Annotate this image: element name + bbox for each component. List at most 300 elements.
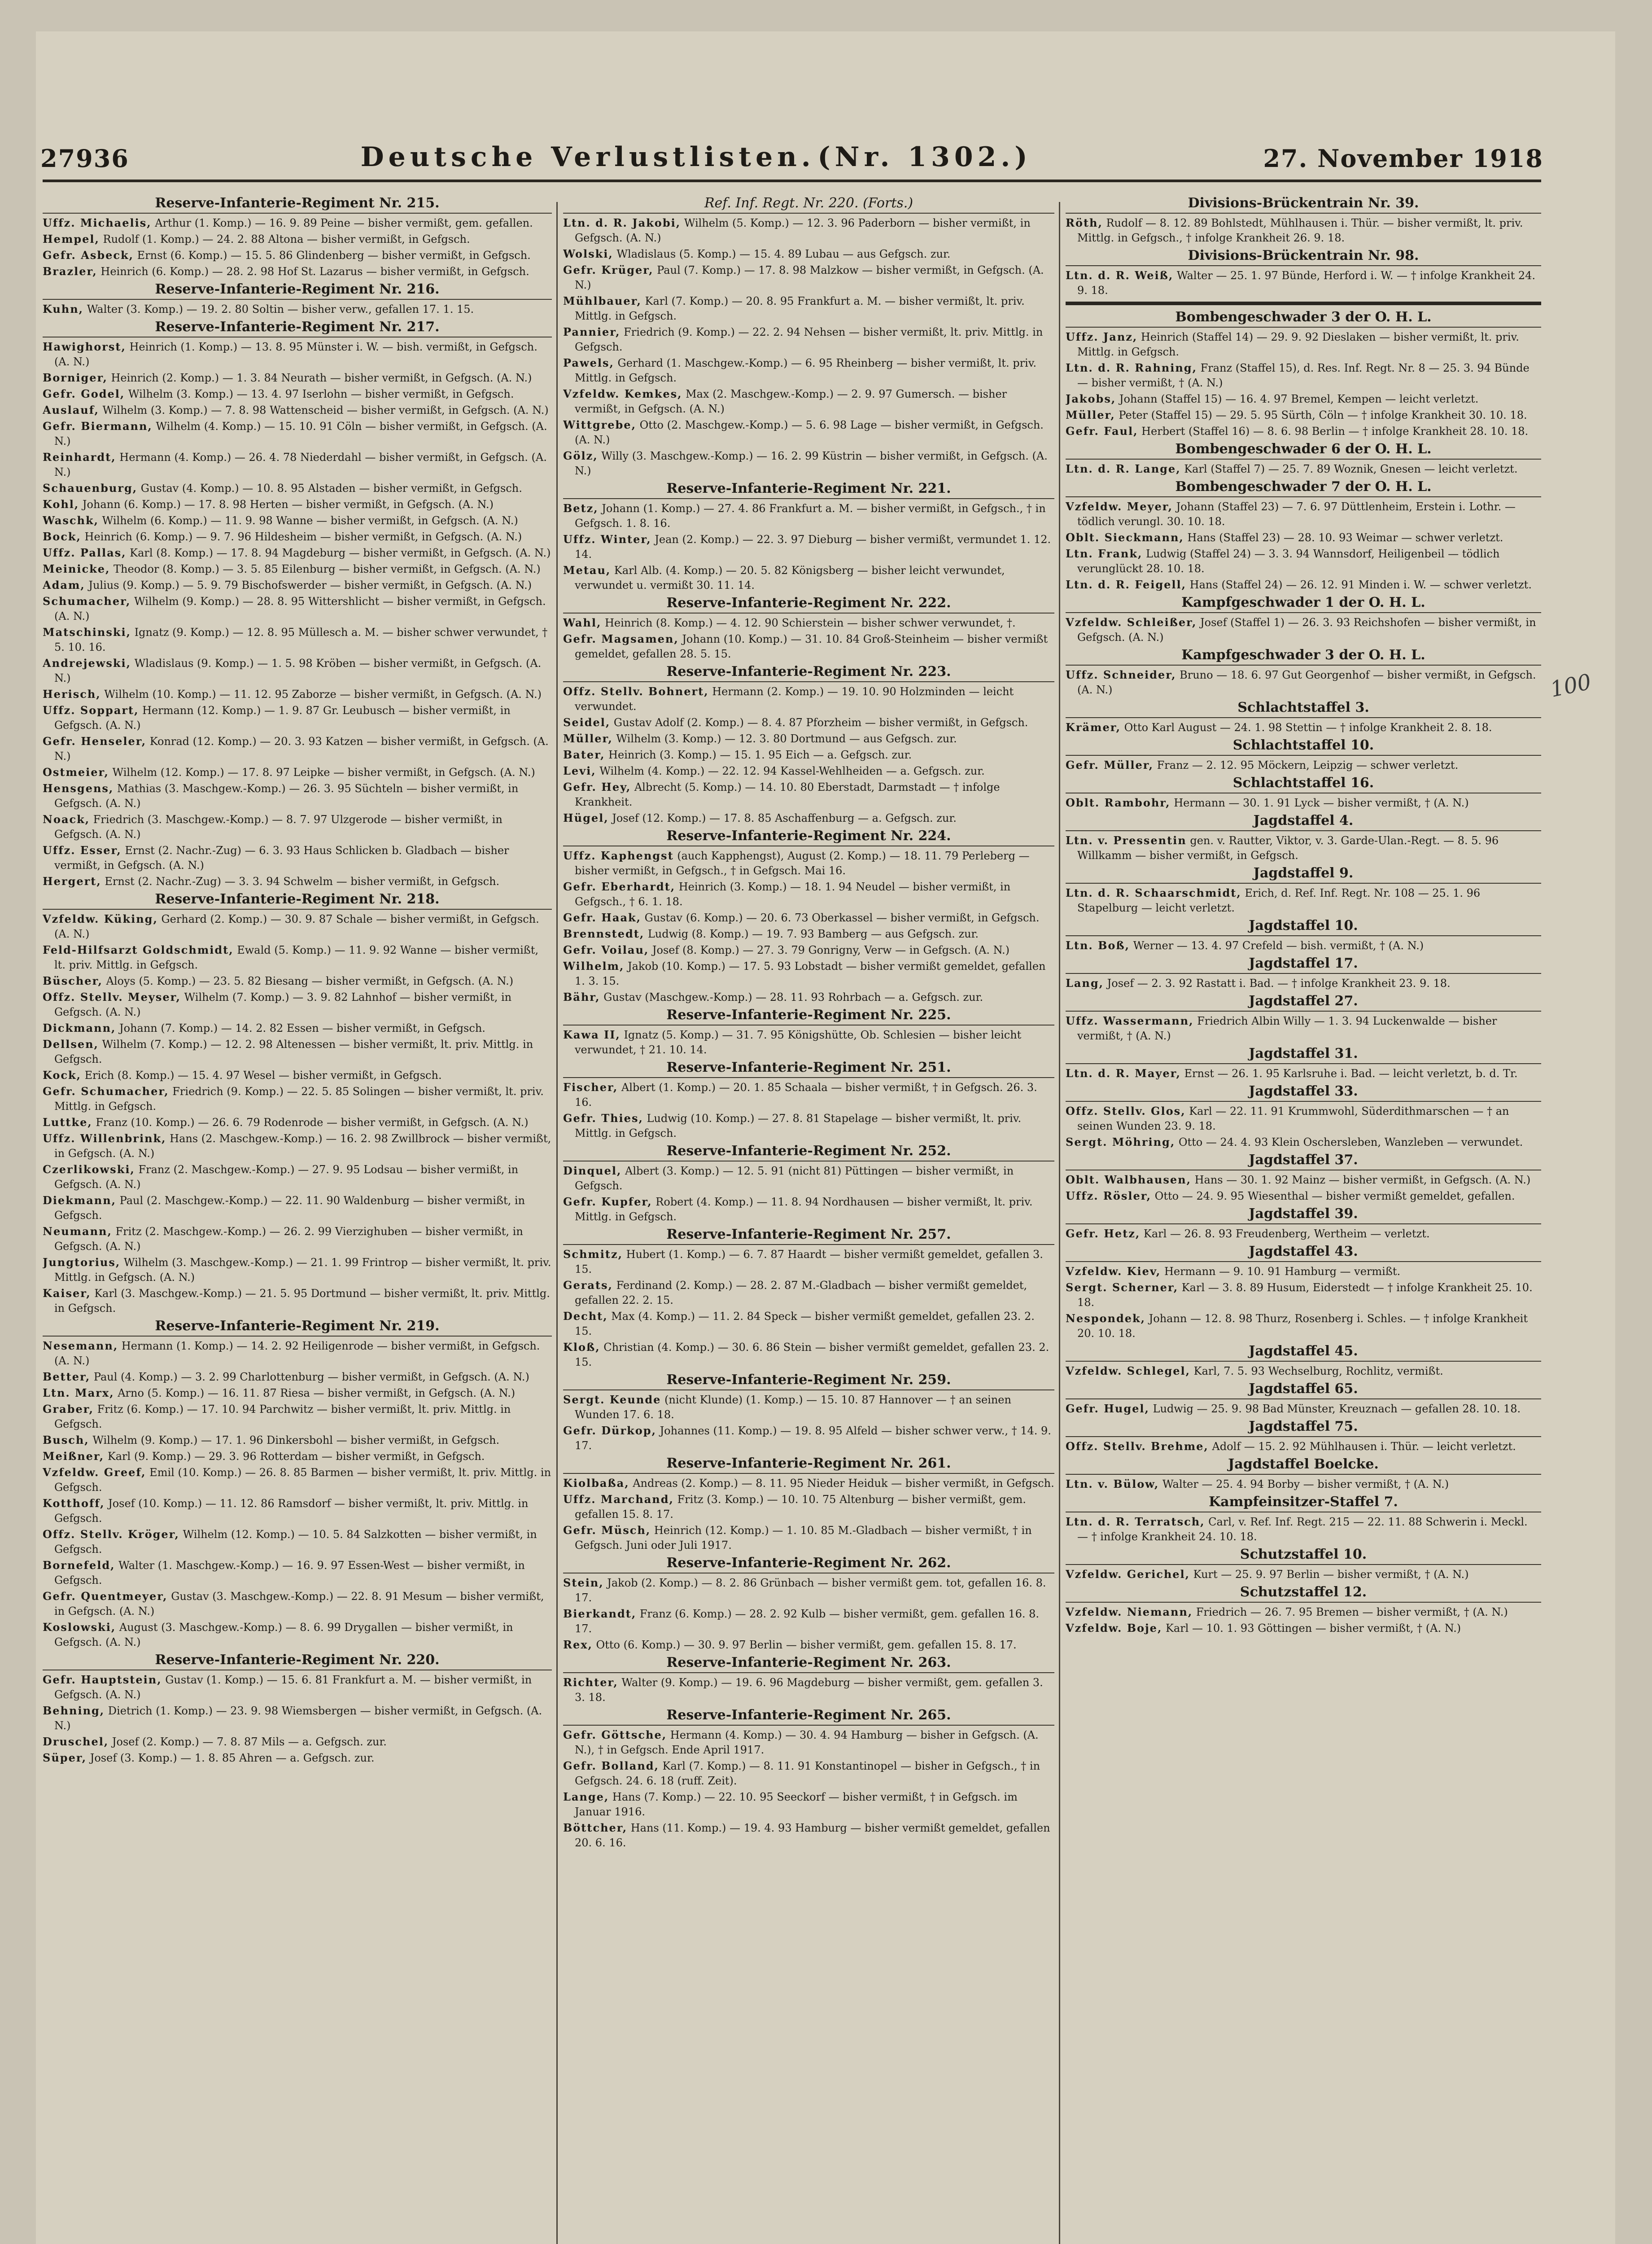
entry-text: Franz (Staffel 15), d. Res. Inf. Regt. Nr. 8 — 25. 3. 94 Bünde — bisher vermißt, † (A. N.) [1077, 362, 1530, 389]
entry-name: Diekmann, [43, 1194, 117, 1207]
unit-heading: Jagdstaffel 9. [1066, 865, 1541, 884]
entry-text: Heinrich (6. Komp.) — 9. 7. 96 Hildesheim — bisher vermißt, in Gefgsch. (A. N.) [84, 530, 522, 543]
entry-text: Jakob (10. Komp.) — 17. 5. 93 Lobstadt — bisher vermißt gemeldet, gefallen 1. 3. 15. [575, 960, 1046, 987]
entry-text: Friedrich (9. Komp.) — 22. 2. 94 Nehsen — bisher vermißt, lt. priv. Mittlg. in Gefgsch. [575, 326, 1043, 353]
casualty-entry [563, 263, 1054, 293]
casualty-entry [43, 1286, 552, 1316]
entry-name: Nespondek, [1066, 1312, 1145, 1325]
entry-text: Karl Alb. (4. Komp.) — 20. 5. 82 Königsberg — bisher leicht verwundet, verwundet u. vermißt 30. 11. 14. [575, 564, 1005, 592]
entry-text: Wilhelm (6. Komp.) — 11. 9. 98 Wanne — bisher vermißt, in Gefgsch. (A. N.) [102, 514, 518, 527]
entry-name: Dinquel, [563, 1164, 622, 1177]
casualty-entry [563, 1027, 1054, 1057]
entry-name: Uffz. Winter, [563, 533, 651, 546]
entry-name: Gefr. Krüger, [563, 263, 654, 276]
entry-text: Fritz (2. Maschgew.-Komp.) — 26. 2. 99 Vierzighuben — bisher vermißt, in Gefgsch. (A. N.) [54, 1225, 523, 1253]
casualty-entry [563, 780, 1054, 810]
entry-name: Müller, [1066, 408, 1115, 421]
casualty-entry [563, 417, 1054, 447]
casualty-entry [43, 1433, 552, 1448]
thick-rule [1066, 302, 1541, 305]
entry-name: Stein, [563, 1576, 604, 1589]
entry-name: Ltn. Marx, [43, 1386, 114, 1399]
entry-name: Vzfeldw. Boje, [1066, 1622, 1163, 1635]
casualty-entry [563, 1309, 1054, 1339]
entry-name: Gefr. Müller, [1066, 758, 1154, 771]
entry-text: Hermann (1. Komp.) — 14. 2. 92 Heiligenrode — bisher vermißt, in Gefgsch. (A. N.) [54, 1340, 540, 1367]
casualty-entry [563, 294, 1054, 324]
entry-text: Rudolf (1. Komp.) — 24. 2. 88 Altona — bisher vermißt, in Gefgsch. [103, 233, 470, 245]
entry-text: Karl (7. Komp.) — 20. 8. 95 Frankfurt a. M. — bisher vermißt, lt. priv. Mittlg. in Gefgsch. [575, 295, 1025, 322]
column-divider [556, 202, 558, 2244]
casualty-entry [1066, 1172, 1541, 1188]
entry-name: Kaiser, [43, 1287, 91, 1300]
entry-text: Arthur (1. Komp.) — 16. 9. 89 Peine — bisher vermißt, gem. gefallen. [155, 217, 533, 229]
casualty-entry [43, 874, 552, 889]
entry-name: Kohl, [43, 498, 79, 511]
unit-heading: Reserve-Infanterie-Regiment Nr. 218. [43, 891, 552, 910]
entry-name: Kawa II, [563, 1028, 621, 1041]
entry-name: Schmitz, [563, 1248, 623, 1261]
entry-name: Bater, [563, 748, 605, 761]
entry-text: Ferdinand (2. Komp.) — 28. 2. 87 M.-Gladbach — bisher vermißt gemeldet, gefallen 22. 2. 15. [575, 1279, 1027, 1306]
entry-text: Andreas (2. Komp.) — 8. 11. 95 Nieder Heiduk — bisher vermißt, in Gefgsch. [633, 1477, 1054, 1490]
casualty-entry [43, 1620, 552, 1650]
unit-heading: Reserve-Infanterie-Regiment Nr. 222. [563, 595, 1054, 614]
unit-heading: Bombengeschwader 6 der O. H. L. [1066, 441, 1541, 460]
casualty-entry [43, 1527, 552, 1557]
entry-text: Albrecht (5. Komp.) — 14. 10. 80 Eberstadt, Darmstadt — † infolge Krankheit. [575, 781, 1000, 808]
entry-name: Wahl, [563, 616, 602, 629]
casualty-entry [43, 656, 552, 686]
entry-name: Borniger, [43, 371, 108, 384]
column-2 [563, 193, 1054, 2244]
entry-name: Vzfeldw. Kiev, [1066, 1265, 1161, 1278]
entry-name: Lange, [563, 1790, 609, 1803]
entry-name: Ltn. d. R. Schaarschmidt, [1066, 886, 1241, 899]
casualty-entry [43, 1369, 552, 1385]
entry-name: Kuhn, [43, 302, 84, 316]
casualty-entry [563, 1727, 1054, 1758]
entry-name: Sergt. Scherner, [1066, 1281, 1179, 1294]
entry-text: Franz (6. Komp.) — 28. 2. 92 Kulb — bisher vermißt, gem. gefallen 16. 8. 17. [575, 1608, 1040, 1635]
entry-text: Otto — 24. 4. 93 Klein Oschersleben, Wanzleben — verwundet. [1178, 1136, 1523, 1148]
unit-heading: Reserve-Infanterie-Regiment Nr. 265. [563, 1707, 1054, 1726]
entry-text: Albert (1. Komp.) — 20. 1. 85 Schaala — bisher vermißt, † in Gefgsch. 26. 3. 16. [575, 1081, 1037, 1109]
casualty-entry [1066, 215, 1541, 245]
entry-name: Kotthoff, [43, 1497, 105, 1510]
casualty-entry [1066, 885, 1541, 916]
entry-name: Ltn. d. R. Terratsch, [1066, 1515, 1205, 1528]
casualty-entry [43, 942, 552, 973]
entry-name: Ltn. Frank, [1066, 547, 1143, 560]
entry-text: Heinrich (2. Komp.) — 1. 3. 84 Neurath — bisher vermißt, in Gefgsch. (A. N.) [111, 372, 532, 384]
entry-text: Hermann — 9. 10. 91 Hamburg — vermißt. [1164, 1265, 1401, 1278]
entry-text: Erich, d. Ref. Inf. Regt. Nr. 108 — 25. 1. 96 Stapelburg — leicht verletzt. [1077, 887, 1481, 914]
entry-name: Ltn. v. Pressentin [1066, 834, 1187, 847]
casualty-entry [563, 1606, 1054, 1636]
entry-text: Ernst — 26. 1. 95 Karlsruhe i. Bad. — leicht verletzt, b. d. Tr. [1184, 1067, 1518, 1080]
entry-name: Uffz. Esser, [43, 844, 122, 857]
entry-text: Paul (7. Komp.) — 17. 8. 98 Malzkow — bisher vermißt, in Gefgsch. (A. N.) [575, 264, 1044, 291]
entry-text: Gustav (6. Komp.) — 20. 6. 73 Oberkassel — bisher vermißt, in Gefgsch. [644, 912, 1040, 924]
unit-heading: Reserve-Infanterie-Regiment Nr. 259. [563, 1372, 1054, 1390]
entry-name: Gefr. Eberhardt, [563, 880, 676, 893]
casualty-entry [1066, 461, 1541, 477]
entry-name: Uffz. Marchand, [563, 1493, 674, 1506]
entry-text: Karl (Staffel 7) — 25. 7. 89 Woznik, Gnesen — leicht verletzt. [1184, 463, 1518, 475]
entry-name: Gefr. Voilau, [563, 943, 649, 956]
casualty-entry [563, 355, 1054, 386]
casualty-entry [1066, 1621, 1541, 1636]
entry-text: Wilhelm (9. Komp.) — 28. 8. 95 Wittershlicht — bisher vermißt, in Gefgsch. (A. N.) [54, 595, 546, 622]
casualty-entry [43, 1558, 552, 1588]
casualty-entry [563, 1492, 1054, 1522]
entry-text: Karl (9. Komp.) — 29. 3. 96 Rotterdam — bisher vermißt, in Gefgsch. [107, 1450, 485, 1463]
casualty-entry [43, 1193, 552, 1223]
unit-heading: Bombengeschwader 7 der O. H. L. [1066, 478, 1541, 497]
entry-name: Bähr, [563, 991, 600, 1004]
casualty-entry [43, 513, 552, 528]
entry-name: Wolski, [563, 247, 613, 260]
entry-text: Ludwig (Staffel 24) — 3. 3. 94 Wannsdorf, Heiligenbeil — tödlich verunglückt 28. 10. 18. [1077, 548, 1500, 575]
entry-text: Karl — 10. 1. 93 Göttingen — bisher vermißt, † (A. N.) [1165, 1622, 1461, 1635]
entry-name: Gefr. Haak, [563, 911, 642, 924]
casualty-entry [563, 763, 1054, 779]
casualty-entry [563, 631, 1054, 662]
entry-name: Offz. Stellv. Bohnert, [563, 685, 709, 698]
casualty-entry [563, 448, 1054, 478]
entry-name: Oblt. Sieckmann, [1066, 531, 1184, 544]
casualty-entry [43, 912, 552, 942]
entry-text: Johann (10. Komp.) — 31. 10. 84 Groß-Steinheim — bisher vermißt gemeldet, gefallen 28. 5. 15. [575, 633, 1048, 660]
entry-text: Albert (3. Komp.) — 12. 5. 91 (nicht 81) Püttingen — bisher vermißt, in Gefgsch. [575, 1165, 1014, 1192]
entry-name: Jakobs, [1066, 392, 1116, 405]
entry-name: Ltn. v. Bülow, [1066, 1477, 1159, 1490]
entry-name: Oblt. Walbhausen, [1066, 1173, 1191, 1186]
casualty-entry [1066, 1567, 1541, 1582]
entry-text: Jean (2. Komp.) — 22. 3. 97 Dieburg — bisher vermißt, vermundet 1. 12. 14. [575, 533, 1051, 561]
casualty-entry [1066, 1604, 1541, 1620]
entry-text: Julius (9. Komp.) — 5. 9. 79 Bischofswerder — bisher vermißt, in Gefgsch. (A. N.) [88, 579, 532, 592]
casualty-entry [1066, 530, 1541, 545]
unit-heading: Jagdstaffel Boelcke. [1066, 1456, 1541, 1475]
casualty-entry [43, 1402, 552, 1432]
entry-text: Karl (8. Komp.) — 17. 8. 94 Magdeburg — bisher vermißt, in Gefgsch. (A. N.) [130, 547, 551, 559]
casualty-entry [43, 1131, 552, 1161]
entry-name: Vzfeldw. Kemkes, [563, 387, 682, 400]
entry-text: Franz — 2. 12. 95 Möckern, Leipzig — schwer verletzt. [1157, 759, 1459, 771]
entry-name: Uffz. Kaphengst [563, 849, 674, 862]
entry-text: Hans — 30. 1. 92 Mainz — bisher vermißt, in Gefgsch. (A. N.) [1194, 1174, 1531, 1186]
casualty-entry [1066, 268, 1541, 298]
casualty-entry [43, 625, 552, 655]
casualty-entry [43, 419, 552, 449]
unit-heading: Kampfgeschwader 3 der O. H. L. [1066, 647, 1541, 666]
casualty-entry [563, 1163, 1054, 1193]
entry-name: Rex, [563, 1638, 593, 1651]
entry-text: gen. v. Rautter, Viktor, v. 3. Garde-Ulan.-Regt. — 8. 5. 96 Willkamm — bisher vermißt, in Gefgsch. [1077, 834, 1499, 862]
casualty-entry [43, 529, 552, 544]
entry-name: Sergt. Keunde [563, 1393, 661, 1406]
casualty-entry [1066, 833, 1541, 863]
entry-text: Wilhelm (9. Komp.) — 17. 1. 96 Dinkersbohl — bisher vermißt, in Gefgsch. [92, 1434, 500, 1446]
unit-heading: Schlachtstaffel 3. [1066, 699, 1541, 718]
casualty-entry [563, 1476, 1054, 1491]
unit-heading: Schutzstaffel 12. [1066, 1584, 1541, 1603]
entry-text: Heinrich (Staffel 14) — 29. 9. 92 Dieslaken — bisher vermißt, lt. priv. Mittlg. in Gefgsch. [1077, 331, 1519, 358]
unit-heading: Schlachtstaffel 10. [1066, 737, 1541, 756]
casualty-entry [563, 1392, 1054, 1422]
casualty-entry [563, 1758, 1054, 1788]
entry-text: Ludwig (10. Komp.) — 27. 8. 81 Stapelage — bisher vermißt, lt. priv. Mittlg. in Gefgsch. [575, 1112, 1022, 1140]
entry-name: Uffz. Michaelis, [43, 216, 152, 229]
entry-text: Wladislaus (9. Komp.) — 1. 5. 98 Kröben — bisher vermißt, in Gefgsch. (A. N.) [54, 657, 542, 684]
entry-name: Mühlbauer, [563, 294, 642, 307]
casualty-entry [563, 386, 1054, 416]
casualty-entry [1066, 546, 1541, 576]
casualty-entry [43, 497, 552, 512]
entry-text: Ernst (6. Komp.) — 15. 5. 86 Glindenberg — bisher vermißt, in Gefgsch. [137, 249, 531, 262]
unit-heading: Jagdstaffel 33. [1066, 1083, 1541, 1102]
entry-name: Vzfeldw. Schleißer, [1066, 616, 1197, 629]
casualty-entry [43, 248, 552, 263]
casualty-entry [563, 747, 1054, 763]
entry-name: Schumacher, [43, 595, 131, 608]
casualty-entry [43, 973, 552, 989]
unit-heading: Divisions-Brückentrain Nr. 39. [1066, 195, 1541, 214]
casualty-entry [1066, 577, 1541, 592]
casualty-entry [1066, 1311, 1541, 1341]
casualty-entry [563, 990, 1054, 1005]
entry-text: Wilhelm (7. Komp.) — 3. 9. 82 Lahnhof — bisher vermißt, in Gefgsch. (A. N.) [54, 991, 512, 1018]
entry-name: Hawighorst, [43, 340, 126, 353]
casualty-entry [43, 703, 552, 733]
entry-text: Josef (Staffel 1) — 26. 3. 93 Reichshofen — bisher vermißt, in Gefgsch. (A. N.) [1077, 616, 1536, 644]
entry-text: Johannes (11. Komp.) — 19. 8. 95 Alfeld — bisher schwer verw., † 14. 9. 17. [575, 1424, 1051, 1452]
unit-heading: Kampfgeschwader 1 der O. H. L. [1066, 594, 1541, 613]
unit-heading: Jagdstaffel 39. [1066, 1205, 1541, 1224]
entry-text: Josef (3. Komp.) — 1. 8. 85 Ahren — a. Gefgsch. zur. [90, 1752, 375, 1764]
entry-text: Wilhelm (3. Komp.) — 12. 3. 80 Dortmund — aus Gefgsch. zur. [616, 732, 957, 745]
casualty-entry [43, 765, 552, 780]
entry-name: Offz. Stellv. Kröger, [43, 1528, 179, 1541]
casualty-entry [43, 1115, 552, 1130]
casualty-entry [43, 215, 552, 231]
casualty-entry [563, 1637, 1054, 1652]
casualty-entry [563, 1111, 1054, 1141]
unit-heading: Ref. Inf. Regt. Nr. 220. (Forts.) [563, 195, 1054, 214]
entry-name: Decht, [563, 1310, 608, 1323]
entry-text: Bruno — 18. 6. 97 Gut Georgenhof — bisher vermißt, in Gefgsch. (A. N.) [1077, 669, 1536, 696]
entry-name: Oblt. Rambohr, [1066, 796, 1171, 809]
casualty-entry [563, 1575, 1054, 1605]
entry-name: Lang, [1066, 977, 1104, 990]
entry-name: Offz. Stellv. Glos, [1066, 1104, 1186, 1118]
entry-name: Gefr. Hugel, [1066, 1402, 1149, 1415]
casualty-entry [1066, 795, 1541, 811]
issue-number: (Nr. 1302.) [817, 141, 1032, 173]
unit-heading: Jagdstaffel 10. [1066, 917, 1541, 936]
entry-name: Dellsen, [43, 1038, 99, 1051]
casualty-entry [1066, 1401, 1541, 1416]
entry-text: Wilhelm (4. Komp.) — 22. 12. 94 Kassel-Wehlheiden — a. Gefgsch. zur. [599, 765, 985, 777]
casualty-entry [43, 1385, 552, 1401]
entry-name: Gefr. Hauptstein, [43, 1673, 162, 1686]
entry-text: Hermann (12. Komp.) — 1. 9. 87 Gr. Leubusch — bisher vermißt, in Gefgsch. (A. N.) [54, 704, 511, 732]
entry-text: Herbert (Staffel 16) — 8. 6. 98 Berlin — † infolge Krankheit 28. 10. 18. [1141, 425, 1529, 438]
casualty-entry [1066, 720, 1541, 735]
entry-text: Johann (Staffel 23) — 7. 6. 97 Düttlenheim, Erstein i. Lothr. — tödlich verungl. 30. 10. 18. [1077, 500, 1516, 528]
casualty-entry [43, 1465, 552, 1495]
entry-text: Karl (3. Maschgew.-Komp.) — 21. 5. 95 Dortmund — bisher vermißt, lt. priv. Mittlg. in Gefgsch. [54, 1287, 550, 1315]
casualty-entry [563, 246, 1054, 262]
entry-text: Gustav (3. Maschgew.-Komp.) — 22. 8. 91 Mesum — bisher vermißt, in Gefgsch. (A. N.) [54, 1590, 544, 1617]
entry-name: Busch, [43, 1433, 89, 1446]
entry-text: Josef (12. Komp.) — 17. 8. 85 Aschaffenburg — a. Gefgsch. zur. [612, 812, 957, 824]
entry-name: Uffz. Janz, [1066, 330, 1138, 343]
casualty-entry [1066, 1188, 1541, 1204]
casualty-entry [1066, 1280, 1541, 1310]
entry-name: Offz. Stellv. Brehme, [1066, 1440, 1209, 1453]
entry-name: Vzfeldw. Greef, [43, 1466, 146, 1479]
entry-name: Better, [43, 1370, 91, 1383]
entry-name: Fischer, [563, 1081, 618, 1094]
entry-text: Christian (4. Komp.) — 30. 6. 86 Stein — bisher vermißt gemeldet, gefallen 23. 2. 15. [575, 1341, 1049, 1368]
columns [43, 193, 1541, 2244]
entry-text: Heinrich (8. Komp.) — 4. 12. 90 Schierstein — bisher schwer verwundet, †. [604, 617, 1016, 629]
entry-text: Karl — 26. 8. 93 Freudenberg, Wertheim — verletzt. [1143, 1227, 1430, 1240]
entry-text: Hubert (1. Komp.) — 6. 7. 87 Haardt — bisher vermißt gemeldet, gefallen 3. 15. [575, 1248, 1043, 1275]
entry-text: Karl — 22. 11. 91 Krummwohl, Süderdithmarschen — † an seinen Wunden 23. 9. 18. [1077, 1105, 1509, 1132]
entry-text: Heinrich (6. Komp.) — 28. 2. 98 Hof St. Lazarus — bisher vermißt, in Gefgsch. [101, 265, 529, 278]
casualty-entry [1066, 499, 1541, 529]
entry-name: Gefr. Göttsche, [563, 1728, 667, 1741]
casualty-entry [43, 578, 552, 593]
entry-name: Kock, [43, 1069, 81, 1082]
casualty-entry [563, 684, 1054, 714]
unit-heading: Reserve-Infanterie-Regiment Nr. 252. [563, 1143, 1054, 1161]
entry-text: Fritz (6. Komp.) — 17. 10. 94 Parchwitz — bisher vermißt, lt. priv. Mittlg. in Gefgsch. [54, 1403, 511, 1430]
header-rule [43, 180, 1541, 182]
unit-heading: Divisions-Brückentrain Nr. 98. [1066, 247, 1541, 266]
unit-heading: Jagdstaffel 37. [1066, 1152, 1541, 1170]
casualty-entry [563, 731, 1054, 746]
entry-text: Rudolf — 8. 12. 89 Bohlstedt, Mühlhausen i. Thür. — bisher vermißt, lt. priv. Mittlg. in Gefgsch., † infolge Krankheit 26. 9. 18. [1077, 217, 1523, 244]
entry-name: Behning, [43, 1704, 105, 1717]
unit-heading: Reserve-Infanterie-Regiment Nr. 261. [563, 1455, 1054, 1474]
casualty-entry [43, 1449, 552, 1464]
entry-name: Uffz. Soppart, [43, 704, 139, 717]
entry-text: Karl — 3. 8. 89 Husum, Eiderstedt — † infolge Krankheit 25. 10. 18. [1077, 1281, 1533, 1309]
entry-name: Reinhardt, [43, 451, 116, 464]
entry-name: Kloß, [563, 1341, 600, 1354]
entry-text: Josef — 2. 3. 92 Rastatt i. Bad. — † infolge Krankheit 23. 9. 18. [1107, 977, 1451, 990]
casualty-entry [43, 1672, 552, 1702]
entry-name: Meißner, [43, 1450, 105, 1463]
entry-text: Otto — 24. 9. 95 Wiesenthal — bisher vermißt gemeldet, gefallen. [1154, 1190, 1515, 1202]
entry-name: Koslowski, [43, 1621, 116, 1634]
casualty-entry [43, 594, 552, 624]
casualty-entry [43, 1255, 552, 1285]
unit-heading: Jagdstaffel 27. [1066, 993, 1541, 1012]
entry-text: Hans (7. Komp.) — 22. 10. 95 Seeckorf — bisher vermißt, † in Gefgsch. im Januar 1916. [575, 1791, 1018, 1818]
casualty-entry [43, 450, 552, 480]
entry-text: Walter (1. Maschgew.-Komp.) — 16. 9. 97 Essen-West — bisher vermißt, in Gefgsch. [54, 1559, 525, 1587]
entry-text: Josef (2. Komp.) — 7. 8. 87 Mils — a. Gefgsch. zur. [112, 1736, 387, 1748]
entry-name: Uffz. Schneider, [1066, 668, 1176, 681]
entry-text: Heinrich (1. Komp.) — 13. 8. 95 Münster i. W. — bish. vermißt, in Gefgsch. (A. N.) [54, 341, 538, 368]
unit-heading: Kampfeinsitzer-Staffel 7. [1066, 1494, 1541, 1512]
entry-text: Hermann (2. Komp.) — 19. 10. 90 Holzminden — leicht verwundet. [575, 685, 1014, 713]
entry-name: Gefr. Kupfer, [563, 1195, 652, 1208]
entry-text: Aloys (5. Komp.) — 23. 5. 82 Biesang — bisher vermißt, in Gefgsch. (A. N.) [106, 975, 514, 987]
entry-name: Gefr. Magsamen, [563, 632, 679, 645]
entry-text: Wilhelm (12. Komp.) — 10. 5. 84 Salzkotten — bisher vermißt, in Gefgsch. [54, 1528, 537, 1556]
casualty-entry [563, 879, 1054, 909]
casualty-entry [563, 1194, 1054, 1224]
entry-name: Gerats, [563, 1279, 613, 1292]
publication-title: Deutsche Verlustlisten. [360, 141, 815, 173]
casualty-entry [43, 1162, 552, 1192]
casualty-entry [1066, 1439, 1541, 1454]
casualty-entry [563, 1523, 1054, 1553]
entry-text: Ludwig — 25. 9. 98 Bad Münster, Kreuznach — gefallen 28. 10. 18. [1153, 1402, 1521, 1415]
casualty-entry [563, 1340, 1054, 1370]
casualty-entry [563, 532, 1054, 562]
unit-heading: Reserve-Infanterie-Regiment Nr. 262. [563, 1555, 1054, 1573]
entry-name: Ltn. d. R. Rahning, [1066, 361, 1197, 374]
entry-name: Hergert, [43, 875, 101, 888]
entry-name: Bock, [43, 530, 81, 543]
casualty-entry [43, 481, 552, 496]
entry-name: Gefr. Hey, [563, 780, 631, 793]
casualty-entry [43, 386, 552, 402]
unit-heading: Reserve-Infanterie-Regiment Nr. 216. [43, 281, 552, 300]
entry-text: (auch Kapphengst), August (2. Komp.) — 18. 11. 79 Perleberg — bisher vermißt, in Gefgsch., † in Gefgsch. Mai 16. [575, 850, 1030, 877]
casualty-entry [1066, 1264, 1541, 1279]
unit-heading: Reserve-Infanterie-Regiment Nr. 221. [563, 480, 1054, 499]
casualty-entry [563, 615, 1054, 631]
casualty-entry [1066, 1135, 1541, 1150]
casualty-entry [43, 339, 552, 369]
entry-text: Walter — 25. 4. 94 Borby — bisher vermißt, † (A. N.) [1162, 1478, 1449, 1490]
unit-heading: Reserve-Infanterie-Regiment Nr. 219. [43, 1318, 552, 1337]
entry-name: Vzfeldw. Meyer, [1066, 500, 1173, 513]
entry-name: Gefr. Schumacher, [43, 1085, 169, 1098]
casualty-entry [43, 1037, 552, 1067]
entry-name: Waschk, [43, 514, 99, 527]
entry-name: Kiolbaßa, [563, 1477, 629, 1490]
entry-text: Wladislaus (5. Komp.) — 15. 4. 89 Lubau — aus Gefgsch. zur. [616, 248, 951, 260]
entry-text: Emil (10. Komp.) — 26. 8. 85 Barmen — bisher vermißt, lt. priv. Mittlg. in Gefgsch. [54, 1466, 551, 1494]
entry-name: Matschinski, [43, 626, 131, 639]
casualty-entry [43, 370, 552, 386]
entry-text: Heinrich (3. Komp.) — 18. 1. 94 Neudel — bisher vermißt, in Gefgsch., † 6. 1. 18. [575, 881, 1011, 908]
entry-text: Gustav (4. Komp.) — 10. 8. 95 Alstaden — bisher vermißt, in Gefgsch. [140, 482, 522, 495]
entry-text: Josef (10. Komp.) — 11. 12. 86 Ramsdorf — bisher vermißt, lt. priv. Mittlg. in Gefgsch. [54, 1497, 529, 1525]
entry-text: Peter (Staffel 15) — 29. 5. 95 Sürth, Cöln — † infolge Krankheit 30. 10. 18. [1119, 409, 1527, 421]
entry-name: Gefr. Quentmeyer, [43, 1590, 168, 1603]
entry-text: Willy (3. Maschgew.-Komp.) — 16. 2. 99 Küstrin — bisher vermißt, in Gefgsch. (A. N.) [575, 450, 1048, 477]
casualty-entry [43, 734, 552, 764]
entry-name: Uffz. Willenbrink, [43, 1132, 166, 1145]
entry-text: Hermann (4. Komp.) — 26. 4. 78 Niederdahl — bisher vermißt, in Gefgsch. (A. N.) [54, 451, 547, 478]
entry-text: Johann (1. Komp.) — 27. 4. 86 Frankfurt a. M. — bisher vermißt, in Gefgsch., † in Gefgsch. 1. 8. 16. [575, 502, 1046, 530]
entry-name: Ltn. d. R. Feigell, [1066, 578, 1187, 591]
entry-text: Konrad (12. Komp.) — 20. 3. 93 Katzen — bisher vermißt, in Gefgsch. (A. N.) [54, 735, 549, 763]
entry-text: Ernst (2. Nachr.-Zug) — 3. 3. 94 Schwelm — bisher vermißt, in Gefgsch. [105, 875, 500, 888]
column-1 [43, 193, 552, 2244]
